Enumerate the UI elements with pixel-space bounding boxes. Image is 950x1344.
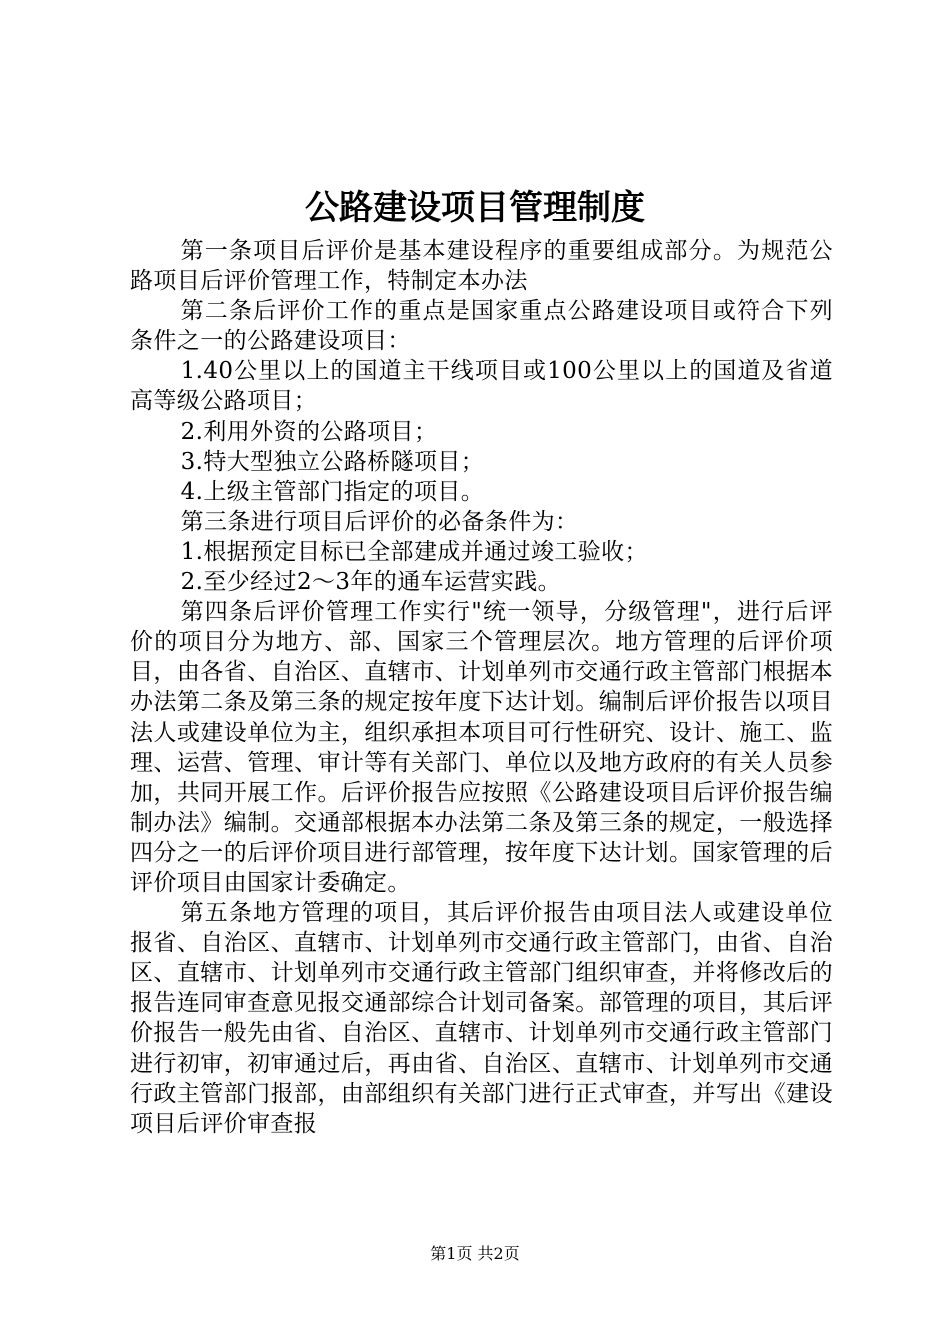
paragraph-list-item-2: 2.利用外资的公路项目； — [180, 418, 438, 445]
paragraph-condition-1: 1.根据预定目标已全部建成并通过竣工验收； — [180, 538, 648, 565]
paragraph-list-item-4: 4.上级主管部门指定的项目。 — [180, 478, 485, 505]
paragraph-list-item-1: 1.40公里以上的国道主干线项目或100公里以上的国道及省道高等级公路项目； — [130, 358, 833, 415]
paragraph-article-4: 第四条后评价管理工作实行"统一领导，分级管理"，进行后评价的项目分为地方、部、国家三个管理层次。地方管理的后评价项目，由各省、自治区、直辖市、计划单列市交通行政主管部门根据本办法第二条及第三条的规定按年度下达计划。编制后评价报告以项目法人或建设单位为主，组织承担本项目可行性研究、设计、施工、监理、运营、管理、审计等有关部门、单位以及地方政府的有关人员参加，共同开展工作。后评价报告应按照《公路建设项目后评价报告编制办法》编制。交通部根据本办法第二条及第三条的规定，一般选择四分之一的后评价项目进行部管理，按年度下达计划。国家管理的后评价项目由国家计委确定。 — [130, 599, 833, 896]
paragraph-article-5: 第五条地方管理的项目，其后评价报告由项目法人或建设单位报省、自治区、直辖市、计划单列市交通行政主管部门，由省、自治区、直辖市、计划单列市交通行政主管部门组织审查，并将修改后的报告连同审查意见报交通部综合计划司备案。部管理的项目，其后评价报告一般先由省、自治区、直辖市、计划单列市交通行政主管部门进行初审，初审通过后，再由省、自治区、直辖市、计划单列市交通行政主管部门报部，由部组织有关部门进行正式审查，并写出《建设项目后评价审查报 — [130, 900, 833, 1137]
document-title: 公路建设项目管理制度 — [305, 188, 645, 228]
document-body — [130, 236, 833, 1139]
page-number-footer: 第1页 共2页 — [430, 1244, 520, 1263]
paragraph-article-1: 第一条项目后评价是基本建设程序的重要组成部分。为规范公路项目后评价管理工作，特制定本办法 — [130, 238, 833, 295]
paragraph-article-3: 第三条进行项目后评价的必备条件为： — [180, 508, 579, 535]
paragraph-article-2: 第二条后评价工作的重点是国家重点公路建设项目或符合下列条件之一的公路建设项目： — [130, 298, 833, 355]
paragraph-condition-2: 2.至少经过2～3年的通车运营实践。 — [180, 569, 562, 596]
paragraph-list-item-3: 3.特大型独立公路桥隧项目； — [180, 448, 485, 475]
